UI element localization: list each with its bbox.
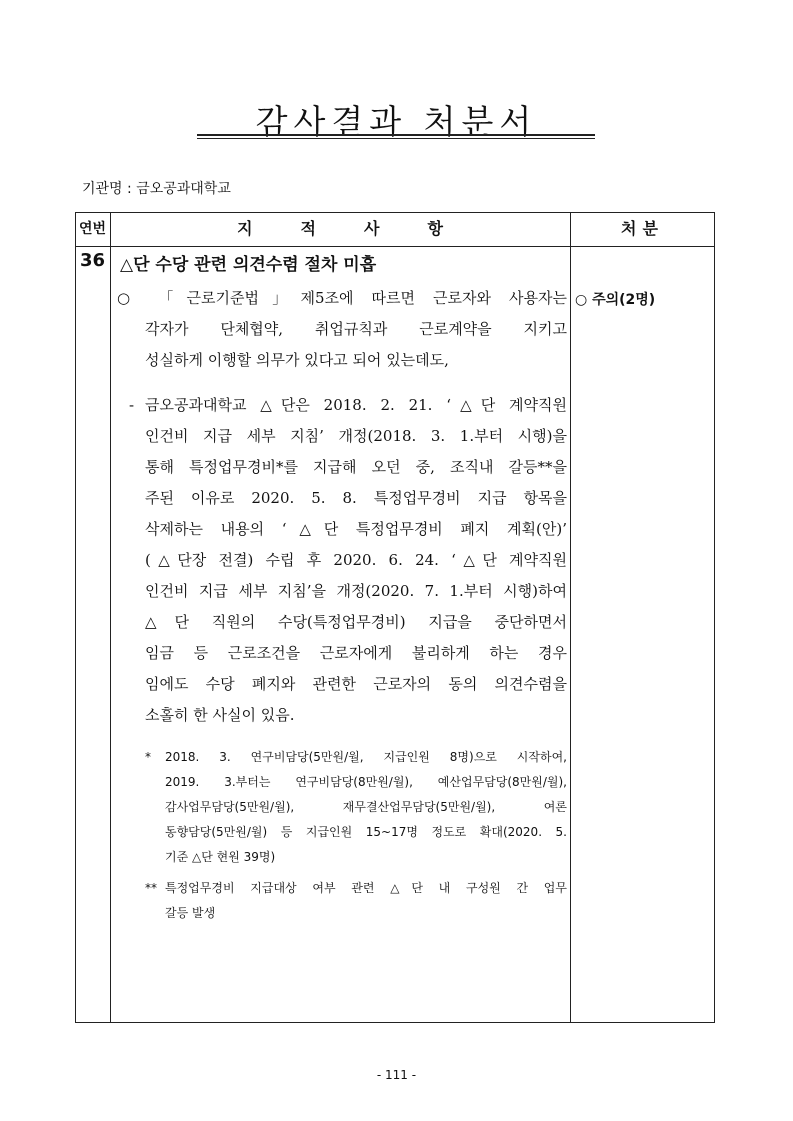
paragraph-line: 임에도 수당 폐지와 관련한 근로자의 동의 의견수렴을 bbox=[145, 675, 567, 693]
footnote-line bbox=[145, 745, 567, 770]
paragraph-line: 인건비 지급 세부 지침’ 개정(2018. 3. 1.부터 시행)을 bbox=[145, 427, 567, 445]
line-text: 「근로기준법」제5조에 따르면 근로자와 사용자는 bbox=[145, 289, 567, 307]
footnote-line: 감사업무담당(5만원/월), 재무결산업무담당(5만원/월), 여론 bbox=[165, 800, 567, 814]
paragraph-line: 주된 이유로 2020. 5. 8. 특정업무경비 지급 항목을 bbox=[145, 489, 567, 507]
bullet-marker: ○ bbox=[117, 289, 131, 307]
footnote-marker: * bbox=[145, 750, 151, 764]
column-divider bbox=[570, 212, 571, 1023]
footnote-line bbox=[145, 876, 567, 901]
dash-marker: - bbox=[129, 396, 135, 414]
line-text: 특정업무경비 지급대상 여부 관련 △단 내 구성원 간 업무 bbox=[165, 881, 567, 895]
paragraph-line bbox=[117, 283, 567, 314]
paragraph-line: (△단장 전결) 수립 후 2020. 6. 24. ‘△단 계약직원 bbox=[145, 551, 567, 569]
paragraph-line: 성실하게 이행할 의무가 있다고 되어 있는데도, bbox=[145, 351, 449, 369]
header-divider bbox=[75, 246, 715, 247]
footnote-marker: ** bbox=[145, 881, 157, 895]
paragraph-line: 소홀히 한 사실이 있음. bbox=[145, 706, 295, 724]
footnote-line: 갈등 발생 bbox=[165, 906, 216, 920]
footnote-line: 동향담당(5만원/월) 등 지급인원 15~17명 정도로 확대(2020. 5. bbox=[165, 825, 567, 839]
document-title: 감사결과 처분서 bbox=[255, 102, 538, 141]
paragraph-line: 임금 등 근로조건을 근로자에게 불리하게 하는 경우 bbox=[145, 644, 567, 662]
header-action: 처분 bbox=[621, 219, 664, 238]
column-divider bbox=[110, 212, 111, 1023]
footnote-line: 2019. 3.부터는 연구비담당(8만원/월), 예산업무담당(8만원/월), bbox=[165, 775, 567, 789]
header-findings: 지적사항 bbox=[237, 219, 491, 238]
paragraph-line: 통해 특정업무경비*를 지급해 오던 중, 조직내 갈등**을 bbox=[145, 458, 567, 476]
footnote-double-asterisk bbox=[145, 876, 567, 926]
finding-paragraph-legal-basis bbox=[117, 283, 567, 376]
agency-line: 기관명 : 금오공과대학교 bbox=[82, 181, 231, 197]
line-text: 2018. 3. 연구비담당(5만원/월, 지급인원 8명)으로 시작하여, bbox=[165, 750, 567, 764]
line-text: 금오공과대학교 △단은 2018. 2. 21. ‘△단 계약직원 bbox=[145, 396, 567, 414]
paragraph-line: 삭제하는 내용의 ‘△단 특정업무경비 폐지 계획(안)’ bbox=[145, 520, 567, 538]
footnote-single-asterisk bbox=[145, 745, 567, 870]
footnote-line: 기준 △단 현원 39명) bbox=[165, 850, 276, 864]
finding-heading: △단 수당 관련 의견수렴 절차 미흡 bbox=[120, 255, 377, 275]
paragraph-line: 각자가 단체협약, 취업규칙과 근로계약을 지키고 bbox=[145, 320, 567, 338]
paragraph-line: △단 직원의 수당(특정업무경비) 지급을 중단하면서 bbox=[145, 613, 567, 631]
paragraph-line bbox=[117, 390, 567, 421]
title-underline-thin bbox=[197, 138, 595, 139]
row-number: 36 bbox=[79, 250, 106, 271]
title-underline bbox=[197, 134, 595, 136]
paragraph-line: 인건비 지급 세부 지침’을 개정(2020. 7. 1.부터 시행)하여 bbox=[145, 582, 567, 600]
disposition-text: ○ 주의(2명) bbox=[575, 292, 656, 308]
header-no: 연번 bbox=[78, 221, 107, 237]
finding-paragraph-details bbox=[117, 390, 567, 731]
page-number: - 111 - bbox=[376, 1068, 417, 1082]
